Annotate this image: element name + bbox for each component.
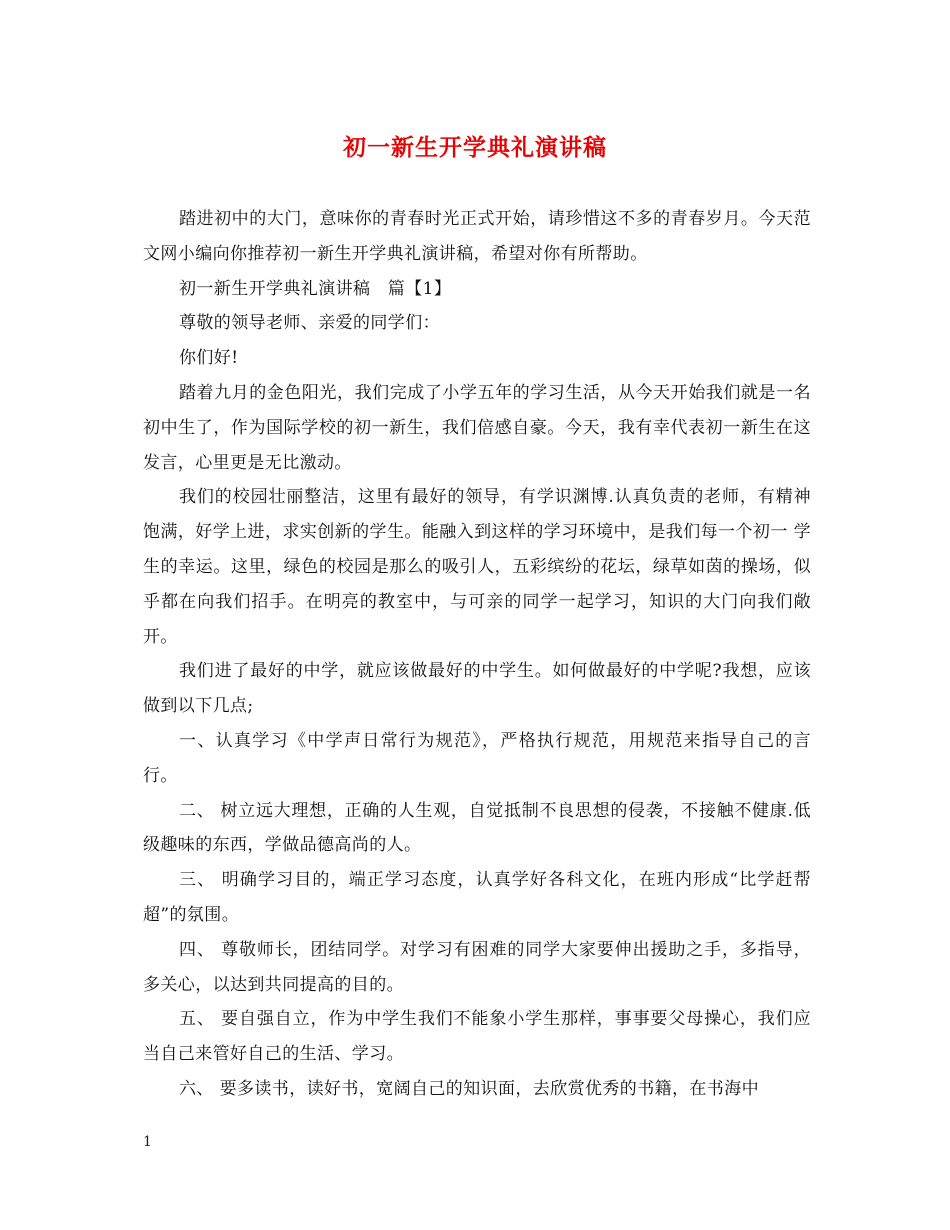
paragraph-greeting: 你们好! xyxy=(179,348,239,369)
document-title: 初一新生开学典礼演讲稿 xyxy=(343,134,607,161)
page-number: 1 xyxy=(143,1134,152,1150)
paragraph-list-item: 四、 尊敬师长，团结同学。对学习有困难的同学大家要伸出援助之手，多指导，多关心，以达到共同提高的目的。 xyxy=(143,939,811,995)
paragraph-list-item: 三、 明确学习目的，端正学习态度，认真学好各科文化，在班内形成“比学赶帮超”的氛围。 xyxy=(143,870,811,925)
paragraph-salutation: 尊敬的领导老师、亲爱的同学们： xyxy=(179,313,440,334)
paragraph-body: 我们的校园壮丽整洁，这里有最好的领导，有学识渊博.认真负责的老师，有精神饱满，好学上进，求实创新的学生。能融入到这样的学习环境中，是我们每一个初一 学生的幸运。这里，绿色的校园是那么的吸引人，五彩缤纷的花坛，绿草如茵的操场，似乎都在向我们招手。在明亮的教室中，与可亲的同学一起学习，知识的大门向我们敞开。 xyxy=(143,487,811,647)
paragraph-body: 我们进了最好的中学，就应该做最好的中学生。如何做最好的中学呢?我想，应该做到以下几点; xyxy=(143,661,811,717)
paragraph-intro: 踏进初中的大门，意味你的青春时光正式开始，请珍惜这不多的青春岁月。今天范文网小编向你推荐初一新生开学典礼演讲稿，希望对你有所帮助。 xyxy=(143,209,811,264)
paragraph-list-item: 二、 树立远大理想，正确的人生观，自觉抵制不良思想的侵袭，不接触不健康.低级趣味的东西，学做品德高尚的人。 xyxy=(143,800,811,856)
paragraph-list-item: 五、 要自强自立，作为中学生我们不能象小学生那样，事事要父母操心，我们应当自己来管好自己的生活、学习。 xyxy=(143,1009,811,1065)
paragraph-body: 踏着九月的金色阳光，我们完成了小学五年的学习生活，从今天开始我们就是一名初中生了，作为国际学校的初一新生，我们倍感自豪。今天，我有幸代表初一新生在这发言，心里更是无比激动。 xyxy=(143,382,811,473)
paragraph-list-item: 六、 要多读书，读好书，宽阔自己的知识面，去欣赏优秀的书籍，在书海中 xyxy=(179,1078,760,1099)
paragraph-section-heading: 初一新生开学典礼演讲稿 篇【1】 xyxy=(179,278,452,299)
document-body xyxy=(143,202,811,1107)
paragraph-list-item: 一、认真学习《中学声日常行为规范》，严格执行规范，用规范来指导自己的言行。 xyxy=(143,730,811,786)
